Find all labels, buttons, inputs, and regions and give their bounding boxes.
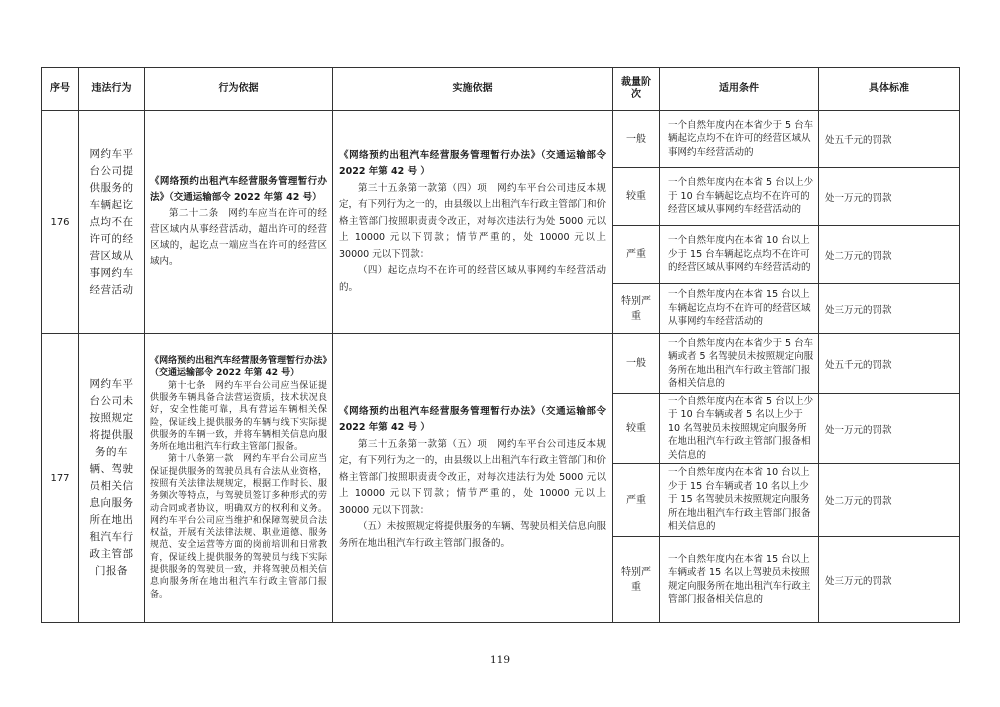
row-seq: 176 bbox=[42, 111, 79, 334]
tier-condition: 一个自然年度内在本省少于 5 台车辆起讫点均不在许可的经营区域从事网约车经营活动的 bbox=[660, 111, 819, 168]
tier-standard: 处三万元的罚款 bbox=[819, 537, 960, 623]
tier-standard: 处五千元的罚款 bbox=[819, 111, 960, 168]
tier-condition: 一个自然年度内在本省 10 台以上少于 15 台车辆或者 10 名以上少于 15 名驾驶员未按照规定向服务所在地出租汽车行政主管部门报备相关信息的 bbox=[660, 464, 819, 537]
row-violation: 网约车平台公司未按照规定将提供服务的车辆、驾驶员相关信息向服务所在地出租汽车行政主管部门报备 bbox=[79, 334, 145, 623]
tier-level: 较重 bbox=[613, 168, 660, 226]
tier-level: 严重 bbox=[613, 226, 660, 284]
penalty-table bbox=[41, 67, 960, 623]
impl-item: （五）未按照规定将提供服务的车辆、驾驶员相关信息向服务所在地出租汽车行政主管部门报备的。 bbox=[339, 521, 606, 549]
impl-text: 第三十五条第一款第（五）项 网约车平台公司违反本规定，有下列行为之一的，由县级以上出租汽车行政主管部门和价格主管部门按照职责责令改正，对每次违法行为处 5000 元以上 10000 元以下罚款；情节严重的，处 10000 元以上 30000 元以下罚款： bbox=[339, 438, 606, 516]
tier-level: 一般 bbox=[613, 111, 660, 168]
tier-standard: 处二万元的罚款 bbox=[819, 464, 960, 537]
header-impl: 实施依据 bbox=[333, 68, 613, 111]
row-implementation bbox=[333, 111, 613, 334]
row-violation: 网约车平台公司提供服务的车辆起讫点均不在许可的经营区域从事网约车经营活动 bbox=[79, 111, 145, 334]
row-basis bbox=[145, 111, 333, 334]
basis-text-2: 第十八条第一款 网约车平台公司应当保证提供服务的驾驶员具有合法从业资格，按照有关法律法规规定，根据工作时长、服务频次等特点，与驾驶员签订多种形式的劳动合同或者协议，明确双方的权利和义务。网约车平台公司应当维护和保障驾驶员合法权益，开展有关法律法规、职业道德、服务规范、安全运营等方面的岗前培训和日常教育，保证线上提供服务的驾驶员与线下实际提供服务的驾驶员一致，并将驾驶员相关信息向服务所在地出租汽车行政主管部门报备。 bbox=[150, 454, 327, 600]
header-seq: 序号 bbox=[42, 68, 79, 111]
table-row bbox=[42, 334, 960, 394]
impl-item: （四）起讫点均不在许可的经营区域从事网约车经营活动的。 bbox=[339, 265, 606, 293]
impl-text: 第三十五条第一款第（四）项 网约车平台公司违反本规定，有下列行为之一的，由县级以上出租汽车行政主管部门和价格主管部门按照职责责令改正，对每次违法行为处 5000 元以上 10000 元以下罚款；情节严重的，处 10000 元以上 30000 元以下罚款： bbox=[339, 182, 606, 260]
header-level: 裁量阶次 bbox=[613, 68, 660, 111]
tier-level: 特别严重 bbox=[613, 537, 660, 623]
tier-standard: 处二万元的罚款 bbox=[819, 226, 960, 284]
row-basis bbox=[145, 334, 333, 623]
tier-level: 一般 bbox=[613, 334, 660, 394]
tier-condition: 一个自然年度内在本省少于 5 台车辆或者 5 名驾驶员未按照规定向服务所在地出租汽车行政主管部门报备相关信息的 bbox=[660, 334, 819, 394]
tier-condition: 一个自然年度内在本省 10 台以上少于 15 台车辆起讫点均不在许可的经营区域从事网约车经营活动的 bbox=[660, 226, 819, 284]
header-cond: 适用条件 bbox=[660, 68, 819, 111]
basis-text: 第十七条 网约车平台公司应当保证提供服务车辆具备合法营运资质，技术状况良好，安全性能可靠，具有营运车辆相关保险，保证线上提供服务的车辆与线下实际提供服务的车辆一致，并将车辆相关信息向服务所在地出租汽车行政主管部门报备。 bbox=[150, 380, 327, 453]
impl-source: 《网络预约出租汽车经营服务管理暂行办法》（交通运输部令 2022 年第 42 号 ） bbox=[339, 149, 606, 178]
tier-level: 严重 bbox=[613, 464, 660, 537]
tier-condition: 一个自然年度内在本省 15 台以上车辆或者 15 名以上驾驶员未按照规定向服务所在地出租汽车行政主管部门报备相关信息的 bbox=[660, 537, 819, 623]
header-row bbox=[42, 68, 960, 111]
tier-level: 特别严重 bbox=[613, 284, 660, 334]
tier-level: 较重 bbox=[613, 394, 660, 464]
impl-source: 《网络预约出租汽车经营服务管理暂行办法》（交通运输部令 2022 年第 42 号 ） bbox=[339, 405, 606, 434]
table-row bbox=[42, 111, 960, 168]
page-number: 119 bbox=[489, 654, 511, 666]
basis-source: 《网络预约出租汽车经营服务管理暂行办法》（交通运输部令 2022 年第 42 号） bbox=[150, 356, 327, 379]
tier-condition: 一个自然年度内在本省 5 台以上少于 10 台车辆或者 5 名以上少于 10 名驾驶员未按照规定向服务所在地出租汽车行政主管部门报备相关信息的 bbox=[660, 394, 819, 464]
row-implementation bbox=[333, 334, 613, 623]
header-act: 违法行为 bbox=[79, 68, 145, 111]
basis-source: 《网络预约出租汽车经营服务管理暂行办法》（交通运输部令 2022 年第 42 号） bbox=[150, 176, 327, 203]
tier-standard: 处一万元的罚款 bbox=[819, 394, 960, 464]
tier-condition: 一个自然年度内在本省 5 台以上少于 10 台车辆起讫点均不在许可的经营区域从事网约车经营活动的 bbox=[660, 168, 819, 226]
row-seq: 177 bbox=[42, 334, 79, 623]
tier-standard: 处五千元的罚款 bbox=[819, 334, 960, 394]
basis-text: 第二十二条 网约车应当在许可的经营区域内从事经营活动，超出许可的经营区域的，起讫点一端应当在许可的经营区域内。 bbox=[150, 208, 327, 267]
tier-condition: 一个自然年度内在本省 15 台以上车辆起讫点均不在许可的经营区域从事网约车经营活动的 bbox=[660, 284, 819, 334]
tier-standard: 处三万元的罚款 bbox=[819, 284, 960, 334]
tier-standard: 处一万元的罚款 bbox=[819, 168, 960, 226]
header-std: 具体标准 bbox=[819, 68, 960, 111]
header-basis: 行为依据 bbox=[145, 68, 333, 111]
